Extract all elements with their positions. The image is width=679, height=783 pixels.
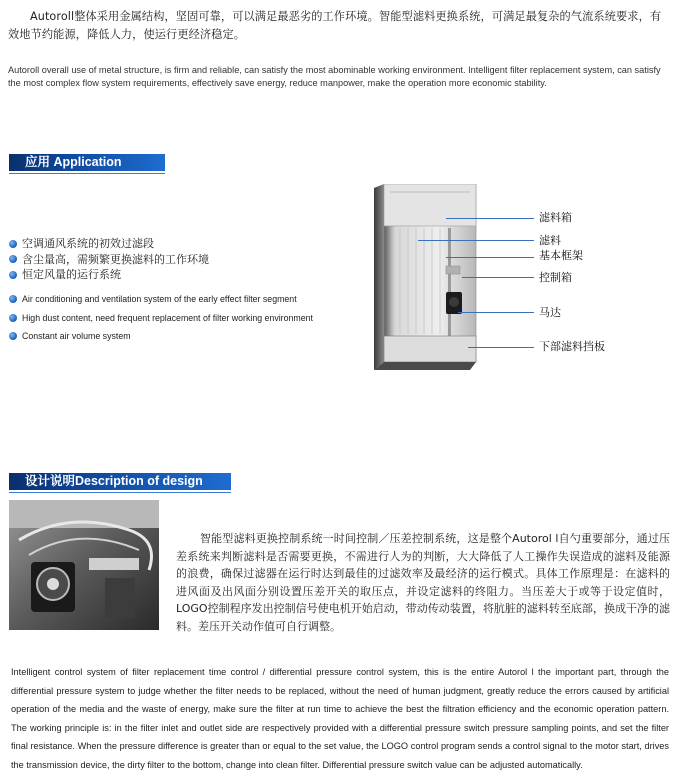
leader-line <box>468 347 534 348</box>
leader-line <box>446 218 534 219</box>
label-control-box: 控制箱 <box>539 271 572 284</box>
intro-cn: Autoroll整体采用金属结构，坚固可靠，可以满足最恶劣的工作环境。智能型滤料更换系统，可满足最复杂的气流系统要求，有效地节约能源，降低人力，使运行更经济稳定。 <box>8 10 662 41</box>
leader-line <box>458 312 534 313</box>
bullet-icon <box>9 255 17 263</box>
control-box <box>446 266 460 274</box>
list-item: 含尘量高，需频繁更换滤料的工作环境 <box>9 252 209 268</box>
bullet-icon <box>9 271 17 279</box>
application-list-cn <box>9 236 209 283</box>
bullet-icon <box>9 240 17 248</box>
list-item: High dust content, need frequent replacement of filter working environment <box>9 309 313 328</box>
application-list-en <box>9 290 313 346</box>
filter-box <box>384 184 476 226</box>
cabinet-side-panel <box>374 184 384 370</box>
leader-line <box>418 240 534 241</box>
label-filter: 滤料 <box>539 234 561 247</box>
filter-unit-diagram <box>370 184 480 374</box>
control-mechanism-photo <box>9 500 159 630</box>
label-lower-baffle: 下部滤料挡板 <box>539 340 605 353</box>
label-filter-box: 滤料箱 <box>539 211 572 224</box>
leader-line <box>446 257 534 258</box>
label-motor: 马达 <box>539 306 561 319</box>
application-heading <box>9 154 165 171</box>
list-item: Air conditioning and ventilation system of the early effect filter segment <box>9 290 313 309</box>
design-heading <box>9 473 231 490</box>
bullet-icon <box>9 314 17 322</box>
leader-line <box>462 277 534 278</box>
bullet-icon <box>9 332 17 340</box>
list-item: Constant air volume system <box>9 327 313 346</box>
label-base-frame: 基本框架 <box>539 249 583 262</box>
design-heading-text: 设计说明Description of design <box>25 474 203 488</box>
bullet-icon <box>9 295 17 303</box>
lower-filter-baffle <box>384 336 476 362</box>
design-en: Intelligent control system of filter replacement time control / differential pressure control system, this is the entire Autorol l the important part, through the differential pressure system to judge whether the filter needs to be replaced, without the need of human judgment, greatly reduce the errors caused by artificial operation of the media and the waste of energy, make sure the filter at run time to achieve the best the filtration efficiency and the economic operation pattern. The working principle is: in the filter inlet and outlet side are respectively provided with a differential pressure switch pressure sampling points, and set the filter final resistance. When the pressure difference is greater than or equal to the set value, the LOGO control program sends a control signal to the motor start, drives the transmission device, the dirty filter to the bottom, change into clean filter. Differential pressure switch value can be adjusted automatically. <box>11 667 669 770</box>
base-frame-rod <box>448 228 451 336</box>
design-cn: 智能型滤料更换控制系统一时间控制／压差控制系统，这是整个Autorol l自勺重要部分，通过压差系统来判断滤料是否需要更换，不需进行人为的判断，大大降低了人工操作失误造成的滤料及能源的浪费，确保过滤器在运行时达到最佳的过滤效率及最经济的运行模式。具体工作原理是：在滤料的进风面及出风面分别设置压差开关的取压点，并设定滤料的终阻力。当压差大于或等于设定值时，LOGO控制程序发出控制信号使电机开始启动，带动传动装置，将肮脏的滤料转至底部，换成干净的滤料。差压开关动作值可自行调整。 <box>176 532 670 633</box>
application-heading-text: 应用 Application <box>25 155 122 169</box>
list-item: 恒定风量的运行系统 <box>9 267 209 283</box>
cabinet-base <box>374 362 476 370</box>
list-item: 空调通风系统的初效过滤段 <box>9 236 209 252</box>
intro-en: Autoroll overall use of metal structure, is firm and reliable, can satisfy the most abominable working environment. Intelligent filter replacement system, can satisfy the most complex flow system requirements, effectively save energy, reduce manpower, make the operation more economic stability. <box>8 65 661 88</box>
